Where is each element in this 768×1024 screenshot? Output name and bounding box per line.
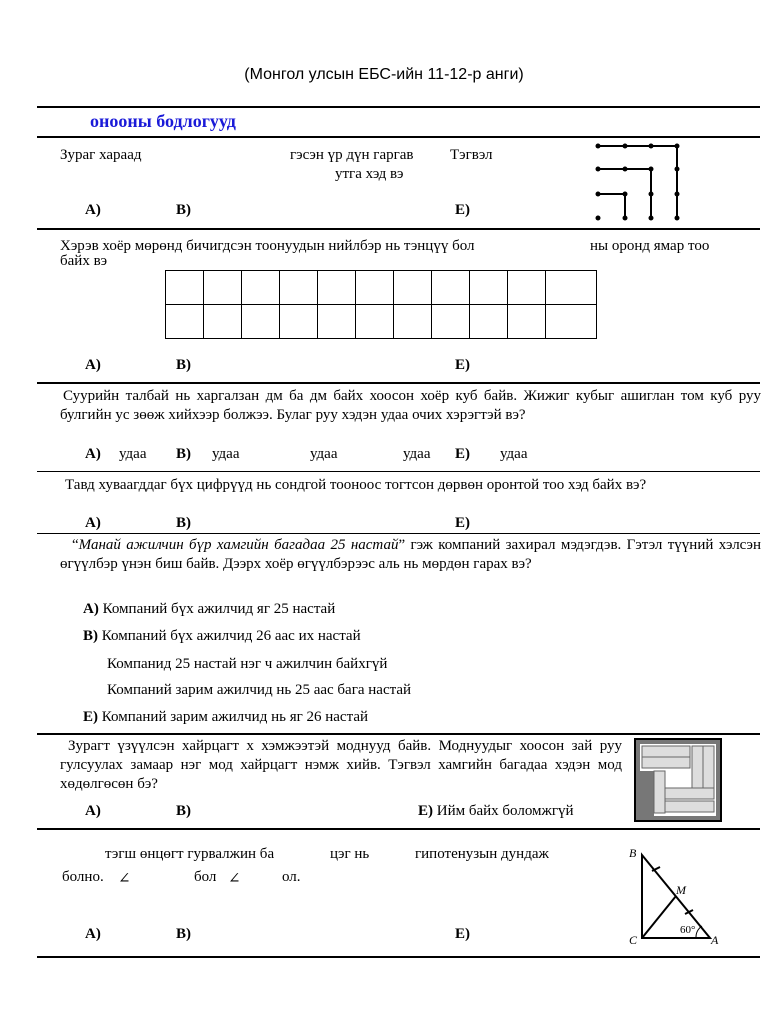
divider	[37, 228, 760, 230]
q5-option-e-label: Е)	[83, 709, 98, 725]
q4-option-e[interactable]: Е)	[455, 515, 470, 531]
q5-option-b[interactable]	[83, 628, 361, 645]
vertex-c-label: C	[629, 933, 638, 947]
q3-option-e-unit: удаа	[500, 446, 528, 462]
q1-option-a[interactable]: А)	[85, 202, 101, 218]
q7-text-c: гипотенузын дундаж	[415, 846, 549, 862]
q5-quote: Манай ажилчин бүр хамгийн багадаа 25 настай	[78, 537, 399, 553]
q5-quote-rest: ” гэж компаний захирал мэдэгдэв. Гэтэл түүний хэлсэн өгүүлбэр үнэн биш байв. Дээрх хоёр өгүүлбэрээс аль нь мөрдөн гарах вэ?	[60, 537, 761, 572]
q3-option-a-unit: удаа	[119, 446, 147, 462]
q3-option-a[interactable]: А)	[85, 446, 101, 462]
q6-option-e[interactable]	[418, 803, 574, 820]
q5-option-b-label: В)	[83, 628, 98, 644]
q2-option-a[interactable]: А)	[85, 357, 101, 373]
q6-text: Зурагт үзүүлсэн хайрцагт х хэмжээтэй моднууд байв. Моднуудыг хоосон зай руу гулсуулах замаар нэг мод хайрцагт нэмж хийв. Тэгвэл хамгийн багадаа хэдэн мод хөдөлгөсөн бэ?	[60, 738, 622, 792]
q7-text-f: ол.	[282, 869, 301, 885]
q3-option-c-unit: удаа	[310, 446, 338, 462]
q5-option-e-text: Компаний зарим ажилчид нь яг 26 настай	[101, 709, 369, 725]
right-triangle-figure	[622, 840, 728, 950]
page-subtitle: (Монгол улсын ЕБС-ийн 11-12-р анги)	[244, 66, 524, 83]
q7-text-e: бол	[194, 869, 217, 885]
q2-line2: байх вэ	[60, 253, 108, 269]
vertex-a-label: A	[711, 933, 719, 947]
q6-option-e-text: Ийм байх боломжгүй	[436, 803, 574, 819]
q5-option-e[interactable]	[83, 709, 368, 726]
q1-text-b: гэсэн үр дүн гаргав	[290, 147, 414, 163]
q6-option-a[interactable]: А)	[85, 803, 101, 819]
divider	[37, 733, 760, 735]
q7-option-a[interactable]: А)	[85, 926, 101, 942]
q4-option-b[interactable]: В)	[176, 515, 191, 531]
q3-option-e[interactable]: Е)	[455, 446, 470, 462]
q1-text-d: утга хэд вэ	[335, 166, 404, 182]
divider	[37, 533, 760, 534]
q2-option-b[interactable]: В)	[176, 357, 191, 373]
q5-option-a-label: А)	[83, 601, 99, 617]
q6-option-e-label: Е)	[418, 803, 433, 819]
q3-option-b-unit: удаа	[212, 446, 240, 462]
q1-text-c: Тэгвэл	[450, 147, 493, 163]
q2-option-e[interactable]: Е)	[455, 357, 470, 373]
q7-text-b: цэг нь	[330, 846, 370, 862]
q2-line1b: ны оронд ямар тоо	[590, 238, 710, 254]
q5-option-a-text: Компаний бүх ажилчид яг 25 настай	[102, 601, 336, 617]
q2-line1: Хэрэв хоёр мөрөнд бичигдсэн тоонуудын нийлбэр нь тэнцүү бол	[60, 238, 475, 254]
q3-option-b[interactable]: В)	[176, 446, 191, 462]
angle-label: 60°	[680, 924, 696, 936]
q1-text-a: Зураг хараад	[60, 147, 142, 163]
angle-symbol: ∠	[228, 871, 241, 887]
divider	[37, 382, 760, 384]
q5-option-a[interactable]	[83, 601, 335, 618]
q7-option-e[interactable]: Е)	[455, 926, 470, 942]
sliding-blocks-box-figure	[634, 738, 722, 822]
q5-option-c[interactable]: Компанид 25 настай нэг ч ажилчин байхгүй	[107, 656, 388, 672]
q4-option-a[interactable]: А)	[85, 515, 101, 531]
divider	[37, 828, 760, 830]
q4-text: Тавд хуваагддаг бүх цифрүүд нь сондгой тооноос тогтсон дөрвөн оронтой тоо хэд байх вэ?	[65, 477, 647, 493]
q7-text-a: тэгш өнцөгт гурвалжин ба	[105, 846, 275, 862]
q5-option-b-text: Компаний бүх ажилчид 26 аас их настай	[101, 628, 361, 644]
q3-option-d-unit: удаа	[403, 446, 431, 462]
q6-option-b[interactable]: В)	[176, 803, 191, 819]
q5-option-d[interactable]: Компаний зарим ажилчид нь 25 аас бага настай	[107, 682, 412, 698]
q7-text-d: болно.	[62, 869, 104, 885]
section-title: онооны бодлогууд	[90, 111, 236, 131]
point-m-label: M	[676, 883, 686, 897]
angle-symbol: ∠	[118, 871, 131, 887]
number-grid	[165, 270, 597, 339]
q1-option-b[interactable]: В)	[176, 202, 191, 218]
vertex-b-label: B	[629, 846, 637, 860]
divider	[37, 471, 760, 472]
divider	[37, 106, 760, 108]
q7-option-b[interactable]: В)	[176, 926, 191, 942]
divider	[37, 956, 760, 958]
q5-quote-open: “	[72, 537, 79, 553]
q1-option-e[interactable]: Е)	[455, 202, 470, 218]
q5-text	[60, 536, 761, 574]
dot-pattern-figure	[590, 138, 685, 223]
q3-text: Суурийн талбай нь харгалзан дм ба дм байх хоосон хоёр куб байв. Жижиг кубыг ашиглан том куб руу булгийн ус зөөж хийхээр болжээ. Булаг руу хэдэн удаа очих хэрэгтэй вэ?	[60, 388, 761, 423]
